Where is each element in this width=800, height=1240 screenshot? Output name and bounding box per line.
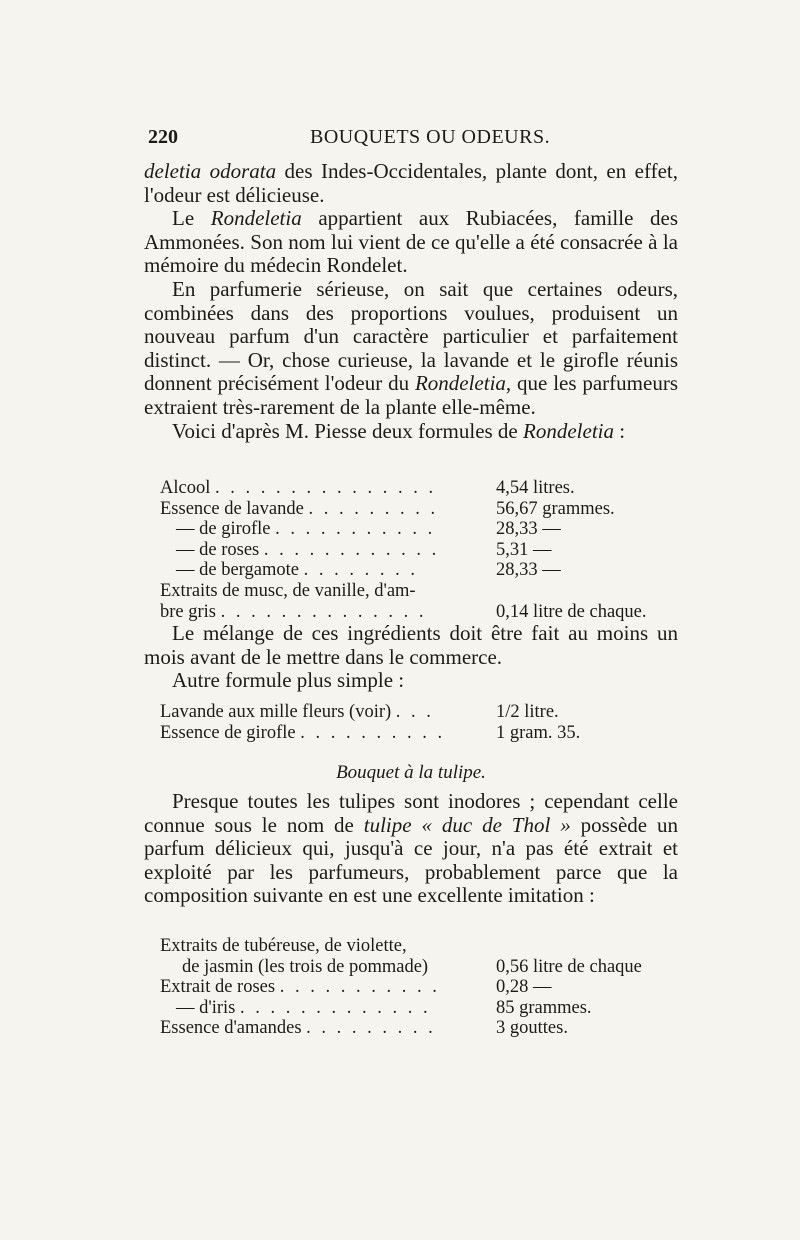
leader-dots: . . . . . . . . . . (300, 722, 446, 743)
italic-term: deletia odorata (144, 159, 277, 183)
paragraph-text: possède un parfum délicieux qui, jusqu'à ce jour, n'a pas été extrait et exploité par les parfumeurs, probablement parce que la composition suivante en est une excellente imitation : (144, 812, 678, 908)
recipe-row (160, 602, 680, 623)
ingredient-name (176, 560, 418, 581)
recipe-row (160, 723, 680, 744)
paragraph-text: : (614, 418, 626, 443)
page-header (148, 126, 678, 152)
recipe-row (160, 560, 680, 581)
ingredient-label: Extrait de roses (160, 977, 276, 998)
recipe-row (160, 977, 680, 998)
paragraph-text: appartient aux Rubiacées, famille des Ammonées. Son nom lui vient de ce qu'elle a été consacrée à la mémoire du médecin Rondelet. (144, 206, 678, 278)
ingredient-label: Lavande aux mille fleurs (voir) (160, 702, 392, 722)
leader-dots: . . . . . . . . . . . (275, 519, 436, 540)
ingredient-quantity: 85 grammes. (496, 997, 592, 1018)
leader-dots: . . . . . . . . . (308, 498, 439, 519)
ingredient-quantity: 56,67 grammes. (496, 498, 615, 519)
recipe-list (160, 478, 680, 622)
ingredient-label: Essence de lavande (160, 498, 304, 519)
leader-dots: . . . . . . . . . . . . . . (220, 601, 427, 622)
ingredient-name (160, 936, 407, 957)
paragraph (144, 420, 678, 444)
ingredient-name (160, 581, 416, 602)
ingredient-label: — de girofle (176, 519, 271, 540)
recipe-row (160, 499, 680, 520)
ingredient-quantity: 4,54 litres. (496, 478, 575, 498)
recipe-row (160, 936, 680, 957)
ingredient-name (160, 723, 445, 744)
paragraph-text: des Indes-Occidentales, plante dont, en effet, l'odeur est délicieuse. (144, 159, 679, 207)
recipe-row (160, 957, 680, 978)
ingredient-quantity: 5,31 — (496, 539, 552, 560)
paragraph (144, 207, 678, 278)
ingredient-label: Alcool (160, 478, 211, 498)
ingredient-quantity: 0,28 — (496, 977, 552, 998)
recipe-list (160, 702, 680, 743)
ingredient-quantity: 3 gouttes. (496, 1018, 568, 1039)
ingredient-name (182, 957, 428, 978)
italic-term: Rondeletia (523, 418, 614, 443)
ingredient-label: Extraits de musc, de vanille, d'am- (160, 580, 416, 601)
paragraph-text: Le mélange de ces ingrédients doit être fait au moins un mois avant de le mettre dans le commerce. (144, 621, 678, 669)
ingredient-label: — de bergamote (176, 560, 299, 581)
ingredient-label: bre gris (160, 601, 216, 622)
recipe-row (160, 1018, 680, 1039)
paragraph-text: En parfumerie sérieuse, on sait que certaines odeurs, combinées dans des proportions voulues, produisent un nouveau parfum d'un caractère particulier et parfaitement distinct. — Or, chose curieuse, la lavande et le girofle réunis donnent précisément l'odeur du (144, 276, 678, 396)
leader-dots: . . . . . . . . . . . . . (239, 997, 431, 1018)
ingredient-quantity: 1 gram. 35. (496, 722, 581, 743)
ingredient-quantity: 0,56 litre de chaque (496, 956, 642, 977)
paragraph-text: Voici d'après M. Piesse deux formules de (172, 418, 524, 443)
leader-dots: . . . . . . . . . . . . (263, 539, 440, 560)
ingredient-name (160, 499, 438, 520)
ingredient-name (176, 519, 435, 540)
ingredient-quantity: 0,14 litre de chaque. (496, 601, 647, 622)
ingredient-name (176, 998, 431, 1019)
recipe-row (160, 702, 680, 723)
ingredient-label: — de roses (176, 539, 260, 560)
ingredient-label: Essence d'amandes (160, 1018, 302, 1039)
recipe-row (160, 998, 680, 1019)
paragraph (144, 278, 678, 420)
italic-term: Rondeletia (210, 206, 302, 231)
ingredient-name (160, 702, 434, 723)
ingredient-name (176, 540, 439, 561)
ingredient-quantity: 28,33 — (496, 519, 561, 540)
section-title: Bouquet à la tulipe. (336, 762, 486, 783)
text-body (144, 790, 678, 908)
ingredient-name (160, 1018, 436, 1039)
ingredient-name (160, 478, 436, 499)
leader-dots: . . . . . . . . . . . . . . . (214, 478, 437, 498)
recipe-row (160, 540, 680, 561)
text-body (144, 622, 678, 693)
paragraph (144, 669, 678, 693)
recipe-list (160, 936, 680, 1039)
ingredient-label: Extraits de tubéreuse, de violette, (160, 936, 407, 956)
ingredient-label: de jasmin (les trois de pommade) (182, 956, 429, 977)
ingredient-name (160, 602, 427, 623)
paragraph (144, 622, 678, 669)
running-title: BOUQUETS OU ODEURS. (310, 126, 551, 148)
ingredient-quantity: 1/2 litre. (496, 702, 559, 722)
leader-dots: . . . . . . . . . (306, 1018, 436, 1039)
paragraph-text: Le (172, 206, 211, 231)
paragraph-text: , que les parfumeurs extraient très-rarement de la plante elle-même. (144, 371, 678, 419)
leader-dots: . . . (395, 702, 434, 722)
paragraph-text: Autre formule plus simple : (172, 668, 405, 693)
text-body (144, 160, 678, 443)
italic-term: tulipe « duc de Thol » (363, 812, 571, 837)
ingredient-label: — d'iris (176, 997, 236, 1018)
ingredient-name (160, 977, 440, 998)
paragraph (144, 790, 678, 908)
leader-dots: . . . . . . . . . . . (279, 977, 440, 998)
ingredient-quantity: 28,33 — (496, 560, 561, 581)
recipe-row (160, 581, 680, 602)
recipe-row (160, 478, 680, 499)
recipe-row (160, 519, 680, 540)
italic-term: Rondeletia (414, 371, 506, 396)
paragraph (144, 160, 678, 207)
paragraph-text: Presque toutes les tulipes sont inodores ; cependant celle connue sous le nom de (144, 789, 678, 837)
page-number: 220 (148, 126, 178, 148)
ingredient-label: Essence de girofle (160, 722, 296, 743)
leader-dots: . . . . . . . . (303, 560, 418, 581)
